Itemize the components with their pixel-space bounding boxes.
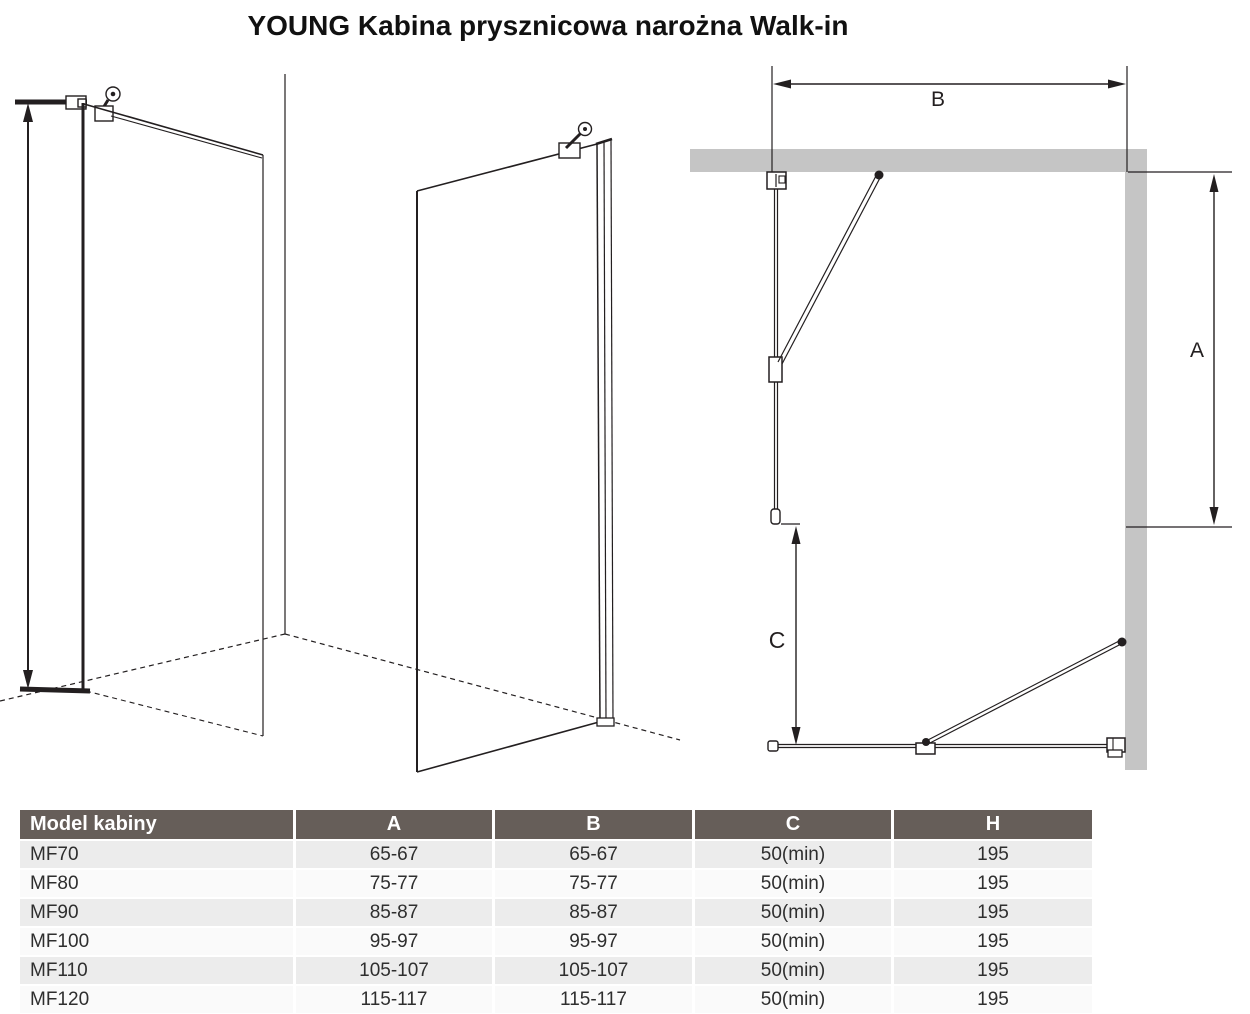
height-dimension-arrow: [23, 103, 33, 689]
cell-b: 65-67: [495, 839, 695, 868]
cell-a: 115-117: [296, 984, 495, 1013]
dim-label-b: B: [930, 88, 946, 111]
page-title: YOUNG Kabina prysznicowa narożna Walk-in: [247, 10, 849, 41]
column-header-model: Model kabiny: [20, 810, 296, 839]
spec-table: [20, 810, 1092, 1013]
table-header-row: [20, 810, 1092, 839]
table-row: [20, 839, 1092, 868]
cell-model: MF110: [20, 955, 296, 984]
dimension-c: [769, 524, 801, 745]
table-row: [20, 868, 1092, 897]
cell-c: 50(min): [695, 839, 894, 868]
wall-right: [1125, 149, 1147, 770]
cell-model: MF120: [20, 984, 296, 1013]
middle-3d-panel: [417, 123, 614, 773]
table-row: [20, 955, 1092, 984]
cell-c: 50(min): [695, 897, 894, 926]
cell-b: 115-117: [495, 984, 695, 1013]
cell-h: 195: [894, 897, 1092, 926]
cell-b: 85-87: [495, 897, 695, 926]
cell-a: 65-67: [296, 839, 495, 868]
cell-model: MF70: [20, 839, 296, 868]
cell-c: 50(min): [695, 984, 894, 1013]
plan-panel-2: [768, 738, 1125, 757]
column-header-h: H: [894, 810, 1092, 839]
cell-a: 105-107: [296, 955, 495, 984]
glass-panel2-3d: [417, 139, 614, 772]
bottom-profile-bar: [20, 689, 90, 691]
dim-label-c: C: [768, 627, 786, 653]
cell-a: 85-87: [296, 897, 495, 926]
cell-b: 75-77: [495, 868, 695, 897]
column-header-b: B: [495, 810, 695, 839]
support-bar-bracket2: [559, 123, 592, 159]
plan-support-bar-2: [926, 638, 1127, 745]
cell-h: 195: [894, 868, 1092, 897]
cell-a: 75-77: [296, 868, 495, 897]
cell-model: MF100: [20, 926, 296, 955]
table-row: [20, 984, 1092, 1013]
table-row: [20, 926, 1092, 955]
plan-panel-1: [767, 172, 786, 524]
cell-h: 195: [894, 955, 1092, 984]
cell-c: 50(min): [695, 868, 894, 897]
wall-top: [690, 149, 1147, 172]
floor-lines: [0, 74, 680, 740]
cell-h: 195: [894, 926, 1092, 955]
cell-h: 195: [894, 984, 1092, 1013]
cell-a: 95-97: [296, 926, 495, 955]
plan-view: [690, 66, 1232, 770]
cell-b: 105-107: [495, 955, 695, 984]
cell-model: MF80: [20, 868, 296, 897]
dim-label-a: A: [1189, 339, 1205, 362]
cell-c: 50(min): [695, 926, 894, 955]
cell-c: 50(min): [695, 955, 894, 984]
column-header-c: C: [695, 810, 894, 839]
left-3d-view: [0, 74, 680, 740]
cell-h: 195: [894, 839, 1092, 868]
table-row: [20, 897, 1092, 926]
cell-model: MF90: [20, 897, 296, 926]
glass-panel-3d: [83, 103, 263, 736]
column-header-a: A: [296, 810, 495, 839]
cell-b: 95-97: [495, 926, 695, 955]
plan-support-bar-1: [778, 171, 884, 365]
